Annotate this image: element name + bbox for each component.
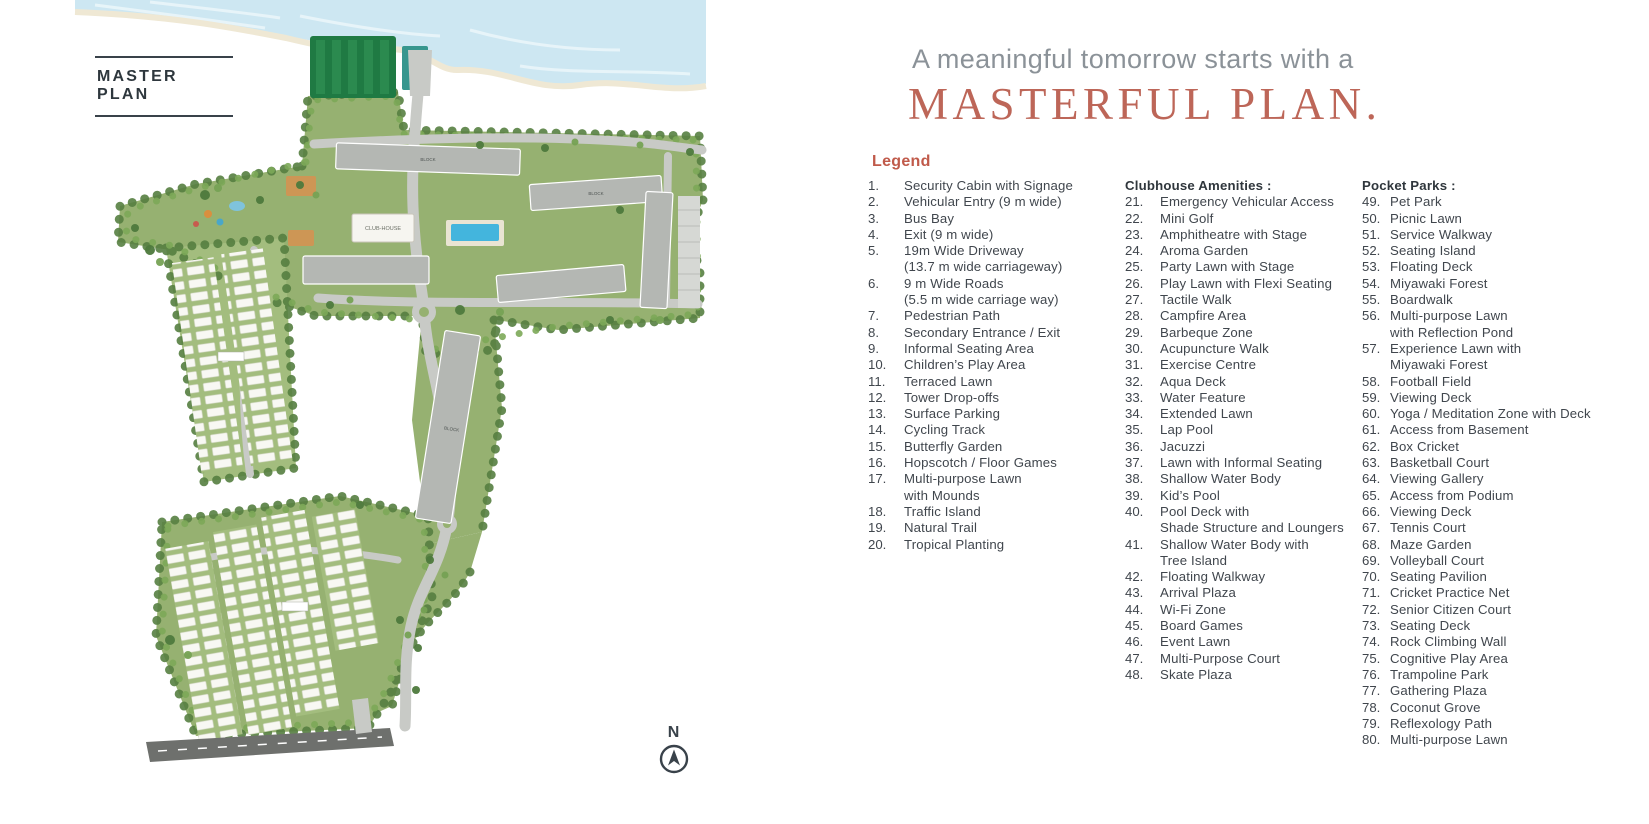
legend-item-number: 3. bbox=[868, 210, 879, 226]
legend-item bbox=[868, 390, 1124, 406]
legend-item bbox=[868, 276, 1124, 309]
legend-item-number: 15. bbox=[868, 438, 887, 454]
legend-item bbox=[1125, 455, 1361, 471]
legend-item-label: Cycling Track bbox=[904, 422, 986, 438]
legend-item-label: Pet Park bbox=[1390, 194, 1442, 210]
legend-item-label: Viewing Deck bbox=[1390, 503, 1472, 519]
legend-item-label: Rock Climbing Wall bbox=[1390, 634, 1507, 650]
legend-column-clubhouse-amenities bbox=[1125, 178, 1361, 683]
legend-item-label: Vehicular Entry (9 m wide) bbox=[904, 194, 1062, 210]
compass-arrow-icon bbox=[657, 742, 691, 776]
legend-item bbox=[1125, 308, 1361, 324]
legend-item-label: Wi-Fi Zone bbox=[1160, 601, 1226, 617]
legend-item bbox=[1362, 374, 1649, 390]
legend-item bbox=[1362, 683, 1649, 699]
legend-item-label: Terraced Lawn bbox=[904, 373, 993, 389]
legend-item-number: 52. bbox=[1362, 243, 1381, 259]
legend-item-number: 1. bbox=[868, 178, 879, 193]
legend-item bbox=[868, 243, 1124, 276]
legend-item-number: 39. bbox=[1125, 487, 1144, 503]
legend-item-number: 53. bbox=[1362, 259, 1381, 275]
legend-item bbox=[868, 406, 1124, 422]
legend-item-label: Football Field bbox=[1390, 373, 1472, 389]
legend-item-number: 51. bbox=[1362, 226, 1381, 242]
legend-item bbox=[1125, 504, 1361, 537]
legend-item bbox=[1125, 488, 1361, 504]
legend-item-number: 41. bbox=[1125, 536, 1144, 552]
legend-item-number: 75. bbox=[1362, 650, 1381, 666]
master-plan-label-text: MASTER PLAN bbox=[97, 68, 178, 103]
legend-item bbox=[1362, 439, 1649, 455]
legend-item-number: 76. bbox=[1362, 666, 1381, 682]
legend-item-label: Tennis Court bbox=[1390, 520, 1466, 536]
legend-item-number: 70. bbox=[1362, 569, 1381, 585]
legend-item bbox=[1125, 422, 1361, 438]
legend-item bbox=[868, 520, 1124, 536]
legend-item-label: Natural Trail bbox=[904, 520, 978, 536]
legend-item-number: 46. bbox=[1125, 634, 1144, 650]
legend-item-label: Access from Basement bbox=[1390, 422, 1529, 438]
legend-item bbox=[1362, 292, 1649, 308]
legend-item-label: Emergency Vehicular Access bbox=[1160, 194, 1334, 210]
legend-item bbox=[868, 471, 1124, 504]
legend-item bbox=[868, 194, 1124, 210]
legend-item-label: Viewing Deck bbox=[1390, 389, 1472, 405]
legend-item-label: Service Walkway bbox=[1390, 226, 1493, 242]
legend-item bbox=[1125, 390, 1361, 406]
legend-item-label: Experience Lawn with Miyawaki Forest bbox=[1390, 340, 1522, 373]
legend-item-label: Tower Drop-offs bbox=[904, 389, 1000, 405]
legend-item bbox=[1362, 537, 1649, 553]
legend-item-label: Box Cricket bbox=[1390, 438, 1460, 454]
legend-item-label: Exit (9 m wide) bbox=[904, 226, 994, 242]
legend-item-number: 5. bbox=[868, 243, 879, 259]
legend-item-label: Jacuzzi bbox=[1160, 438, 1206, 454]
legend-item-number: 27. bbox=[1125, 292, 1144, 308]
legend-item-label: Arrival Plaza bbox=[1160, 585, 1236, 601]
legend-column-header: Clubhouse Amenities : bbox=[1125, 178, 1272, 193]
legend-item-number: 77. bbox=[1362, 683, 1381, 699]
legend-item-number: 17. bbox=[868, 471, 887, 487]
legend-item-number: 9. bbox=[868, 340, 879, 356]
legend-item bbox=[1125, 243, 1361, 259]
legend-item-label: Boardwalk bbox=[1390, 292, 1453, 308]
legend-item bbox=[868, 504, 1124, 520]
legend-item-number: 10. bbox=[868, 357, 887, 373]
legend-item bbox=[1362, 553, 1649, 569]
legend-item-number: 50. bbox=[1362, 210, 1381, 226]
legend-item-label: Event Lawn bbox=[1160, 634, 1231, 650]
legend-item-number: 42. bbox=[1125, 569, 1144, 585]
legend-item bbox=[1362, 488, 1649, 504]
legend-item-label: Bus Bay bbox=[904, 210, 955, 226]
legend-item bbox=[1362, 341, 1649, 374]
entry-driveway bbox=[408, 50, 432, 96]
page-title: MASTERFUL PLAN. bbox=[908, 79, 1382, 129]
legend-item bbox=[1125, 634, 1361, 650]
legend-item bbox=[1362, 194, 1649, 210]
legend-item-number: 59. bbox=[1362, 389, 1381, 405]
legend-item-label: Surface Parking bbox=[904, 406, 1001, 422]
legend-item bbox=[1125, 194, 1361, 210]
villa-signboard bbox=[218, 352, 244, 361]
legend-item bbox=[1362, 651, 1649, 667]
legend-item-label: Secondary Entrance / Exit bbox=[904, 324, 1061, 340]
svg-text:BLOCK: BLOCK bbox=[443, 425, 460, 433]
legend-item bbox=[1362, 716, 1649, 732]
legend-item-number: 4. bbox=[868, 226, 879, 242]
legend-item-number: 74. bbox=[1362, 634, 1381, 650]
legend-item-number: 73. bbox=[1362, 618, 1381, 634]
legend-item-label: Informal Seating Area bbox=[904, 340, 1034, 356]
legend-item bbox=[1125, 227, 1361, 243]
legend-item bbox=[1362, 569, 1649, 585]
page-subtitle: A meaningful tomorrow starts with a bbox=[912, 44, 1354, 74]
legend-item bbox=[1125, 259, 1361, 275]
legend-item-label: Mini Golf bbox=[1160, 210, 1214, 226]
svg-text:CLUB-HOUSE: CLUB-HOUSE bbox=[364, 226, 402, 232]
legend-item bbox=[1125, 276, 1361, 292]
legend-item-number: 36. bbox=[1125, 438, 1144, 454]
villa-signboard bbox=[282, 602, 308, 611]
legend-item-number: 6. bbox=[868, 275, 879, 291]
legend-item-number: 25. bbox=[1125, 259, 1144, 275]
master-plan-map bbox=[0, 0, 760, 824]
legend-item bbox=[868, 341, 1124, 357]
legend-item-number: 16. bbox=[868, 455, 887, 471]
legend-item-number: 28. bbox=[1125, 308, 1144, 324]
legend-item bbox=[1362, 520, 1649, 536]
legend-item-number: 14. bbox=[868, 422, 887, 438]
legend-item-label: Acupuncture Walk bbox=[1160, 340, 1269, 356]
clubhouse bbox=[352, 214, 414, 242]
legend-item-label: Children’s Play Area bbox=[904, 357, 1026, 373]
legend-item bbox=[868, 227, 1124, 243]
legend-item-number: 58. bbox=[1362, 373, 1381, 389]
legend-item bbox=[1362, 471, 1649, 487]
legend-title: Legend bbox=[872, 153, 931, 170]
legend-item bbox=[1362, 259, 1649, 275]
legend-item bbox=[1362, 732, 1649, 748]
legend-item bbox=[868, 308, 1124, 324]
legend-item-number: 64. bbox=[1362, 471, 1381, 487]
legend-item-number: 7. bbox=[868, 308, 879, 324]
legend-item-number: 35. bbox=[1125, 422, 1144, 438]
legend-item-number: 21. bbox=[1125, 194, 1144, 210]
legend-item-number: 71. bbox=[1362, 585, 1381, 601]
legend-item-number: 8. bbox=[868, 324, 879, 340]
legend-item-label: Traffic Island bbox=[904, 503, 981, 519]
compass-n-label: N bbox=[667, 724, 681, 741]
legend-item bbox=[868, 455, 1124, 471]
legend-column-header: Pocket Parks : bbox=[1362, 178, 1456, 193]
legend-item-label: Yoga / Meditation Zone with Deck bbox=[1390, 406, 1591, 422]
legend-item bbox=[1125, 651, 1361, 667]
legend-item-number: 13. bbox=[868, 406, 887, 422]
legend-item-label: Picnic Lawn bbox=[1390, 210, 1463, 226]
legend-item bbox=[1362, 390, 1649, 406]
site-plan-illustration bbox=[0, 0, 710, 790]
legend-item bbox=[1125, 357, 1361, 373]
legend-item-number: 37. bbox=[1125, 455, 1144, 471]
legend-item-label: Miyawaki Forest bbox=[1390, 275, 1488, 291]
legend-item-number: 20. bbox=[868, 536, 887, 552]
legend-item-number: 49. bbox=[1362, 194, 1381, 210]
legend-item-number: 79. bbox=[1362, 715, 1381, 731]
legend-item bbox=[1125, 618, 1361, 634]
legend-item-label: Cognitive Play Area bbox=[1390, 650, 1508, 666]
legend-item-label: Exercise Centre bbox=[1160, 357, 1257, 373]
legend-item bbox=[1125, 292, 1361, 308]
legend-item-number: 32. bbox=[1125, 373, 1144, 389]
legend-item bbox=[1125, 569, 1361, 585]
legend-item-number: 29. bbox=[1125, 324, 1144, 340]
legend-item-label: Board Games bbox=[1160, 618, 1244, 634]
legend-item-label: Extended Lawn bbox=[1160, 406, 1253, 422]
legend-item-label: Lap Pool bbox=[1160, 422, 1214, 438]
legend-item-label: Multi-Purpose Court bbox=[1160, 650, 1281, 666]
legend-item-label: Amphitheatre with Stage bbox=[1160, 226, 1308, 242]
legend-item-label: 9 m Wide Roads (5.5 m wide carriage way) bbox=[904, 275, 1059, 308]
legend-item bbox=[868, 422, 1124, 438]
legend-item bbox=[1125, 667, 1361, 683]
legend-item-number: 43. bbox=[1125, 585, 1144, 601]
legend-item-number: 67. bbox=[1362, 520, 1381, 536]
legend-item bbox=[868, 178, 1124, 194]
legend-item-label: Barbeque Zone bbox=[1160, 324, 1253, 340]
legend-item bbox=[1125, 602, 1361, 618]
legend-item bbox=[868, 211, 1124, 227]
legend-item-number: 61. bbox=[1362, 422, 1381, 438]
legend-item bbox=[1362, 243, 1649, 259]
legend-item-label: Multi-purpose Lawn with Reflection Pond bbox=[1390, 308, 1514, 340]
legend-item-number: 69. bbox=[1362, 552, 1381, 568]
legend-item-number: 57. bbox=[1362, 340, 1381, 356]
legend-item-label: Seating Deck bbox=[1390, 618, 1471, 634]
legend-item bbox=[1362, 667, 1649, 683]
legend-item-number: 30. bbox=[1125, 340, 1144, 356]
legend-item-number: 26. bbox=[1125, 275, 1144, 291]
legend-item-label: Water Feature bbox=[1160, 389, 1246, 405]
legend-item bbox=[1125, 211, 1361, 227]
legend-item-number: 24. bbox=[1125, 243, 1144, 259]
legend-item-label: 19m Wide Driveway (13.7 m wide carriageway) bbox=[904, 243, 1063, 275]
legend-item bbox=[1362, 308, 1649, 341]
legend-item-label: Tropical Planting bbox=[904, 536, 1005, 552]
legend-item bbox=[1125, 325, 1361, 341]
legend-item-number: 2. bbox=[868, 194, 879, 210]
legend-item bbox=[1362, 634, 1649, 650]
legend-item-number: 68. bbox=[1362, 536, 1381, 552]
legend-item-label: Coconut Grove bbox=[1390, 699, 1481, 715]
legend-item-label: Skate Plaza bbox=[1160, 666, 1233, 682]
legend-item-label: Seating Pavilion bbox=[1390, 569, 1487, 585]
legend-item-label: Reflexology Path bbox=[1390, 715, 1493, 731]
legend-item-label: Butterfly Garden bbox=[904, 438, 1003, 454]
legend-item-label: Cricket Practice Net bbox=[1390, 585, 1510, 601]
legend-item-label: Maze Garden bbox=[1390, 536, 1472, 552]
legend-item bbox=[1125, 585, 1361, 601]
legend-item bbox=[1362, 406, 1649, 422]
legend-item-label: Hopscotch / Floor Games bbox=[904, 455, 1057, 471]
legend-item-number: 48. bbox=[1125, 666, 1144, 682]
legend-item bbox=[1125, 537, 1361, 570]
legend-item-label: Tactile Walk bbox=[1160, 292, 1232, 308]
legend-item-number: 60. bbox=[1362, 406, 1381, 422]
legend-item-label: Lawn with Informal Seating bbox=[1160, 455, 1323, 471]
legend-item bbox=[1125, 406, 1361, 422]
legend-item-label: Multi-purpose Lawn with Mounds bbox=[904, 471, 1022, 503]
legend-item-number: 33. bbox=[1125, 389, 1144, 405]
legend-item-number: 11. bbox=[868, 373, 886, 389]
legend-item bbox=[1362, 700, 1649, 716]
legend-item bbox=[1125, 374, 1361, 390]
legend-item bbox=[868, 537, 1124, 553]
legend-item bbox=[1125, 439, 1361, 455]
legend-item-label: Play Lawn with Flexi Seating bbox=[1160, 275, 1333, 291]
legend-item-label: Viewing Gallery bbox=[1390, 471, 1484, 487]
legend-column-general bbox=[868, 178, 1124, 553]
legend-item-number: 66. bbox=[1362, 503, 1381, 519]
legend-item bbox=[868, 357, 1124, 373]
legend-item-label: Access from Podium bbox=[1390, 487, 1514, 503]
legend-column-pocket-parks bbox=[1362, 178, 1649, 748]
legend-item-label: Shallow Water Body with Tree Island bbox=[1160, 536, 1309, 568]
legend-item-label: Shallow Water Body bbox=[1160, 471, 1281, 487]
legend-item-number: 72. bbox=[1362, 601, 1381, 617]
legend-item bbox=[1362, 618, 1649, 634]
legend-item-label: Senior Citizen Court bbox=[1390, 601, 1512, 617]
master-plan-label bbox=[95, 56, 233, 117]
legend-item-label: Aqua Deck bbox=[1160, 373, 1226, 389]
legend-item-number: 54. bbox=[1362, 275, 1381, 291]
legend-item-number: 19. bbox=[868, 520, 887, 536]
legend-item-number: 45. bbox=[1125, 618, 1144, 634]
legend-item-number: 38. bbox=[1125, 471, 1144, 487]
legend-item-label: Seating Island bbox=[1390, 243, 1476, 259]
legend-item-number: 44. bbox=[1125, 601, 1144, 617]
legend-item bbox=[868, 439, 1124, 455]
legend-item-label: Floating Walkway bbox=[1160, 569, 1266, 585]
legend-item-label: Volleyball Court bbox=[1390, 552, 1485, 568]
legend-item-label: Basketball Court bbox=[1390, 455, 1490, 471]
svg-text:BLOCK: BLOCK bbox=[588, 191, 604, 196]
swimming-pool bbox=[446, 220, 504, 246]
legend-item-number: 62. bbox=[1362, 438, 1381, 454]
legend-item bbox=[868, 325, 1124, 341]
legend-item-label: Party Lawn with Stage bbox=[1160, 259, 1295, 275]
legend-item-label: Kid’s Pool bbox=[1160, 487, 1220, 503]
legend-item-number: 18. bbox=[868, 503, 887, 519]
legend-item bbox=[1362, 422, 1649, 438]
legend-item bbox=[1362, 585, 1649, 601]
legend-item-number: 65. bbox=[1362, 487, 1381, 503]
legend-item-number: 63. bbox=[1362, 455, 1381, 471]
legend-item-label: Floating Deck bbox=[1390, 259, 1473, 275]
legend-item-label: Aroma Garden bbox=[1160, 243, 1249, 259]
legend-item-number: 55. bbox=[1362, 292, 1381, 308]
legend-item bbox=[868, 374, 1124, 390]
legend-item-label: Campfire Area bbox=[1160, 308, 1247, 324]
legend-item-label: Trampoline Park bbox=[1390, 666, 1489, 682]
legend-item-number: 31. bbox=[1125, 357, 1144, 373]
north-compass-icon bbox=[655, 724, 693, 781]
legend-item bbox=[1362, 504, 1649, 520]
legend-item bbox=[1125, 471, 1361, 487]
legend-item bbox=[1362, 211, 1649, 227]
legend-item-label: Pool Deck with Shade Structure and Loungers bbox=[1160, 503, 1344, 536]
legend-item bbox=[1362, 602, 1649, 618]
legend-item-number: 80. bbox=[1362, 732, 1381, 748]
legend-item bbox=[1362, 227, 1649, 243]
legend-item-number: 23. bbox=[1125, 226, 1144, 242]
legend-item-number: 47. bbox=[1125, 650, 1144, 666]
legend-item-number: 12. bbox=[868, 389, 887, 405]
legend-item-label: Gathering Plaza bbox=[1390, 683, 1487, 699]
legend-item-number: 22. bbox=[1125, 210, 1144, 226]
legend-item bbox=[1362, 276, 1649, 292]
surface-parking bbox=[678, 196, 700, 308]
legend-item-number: 34. bbox=[1125, 406, 1144, 422]
legend-item-label: Multi-purpose Lawn bbox=[1390, 732, 1508, 748]
legend-item-number: 78. bbox=[1362, 699, 1381, 715]
legend-item-label: Pedestrian Path bbox=[904, 308, 1001, 324]
svg-text:BLOCK: BLOCK bbox=[420, 157, 436, 162]
legend-item bbox=[1125, 341, 1361, 357]
legend-item bbox=[1362, 455, 1649, 471]
legend-item-number: 56. bbox=[1362, 308, 1381, 324]
legend-item-label: Security Cabin with Signage bbox=[904, 178, 1073, 193]
legend-item-number: 40. bbox=[1125, 503, 1144, 519]
